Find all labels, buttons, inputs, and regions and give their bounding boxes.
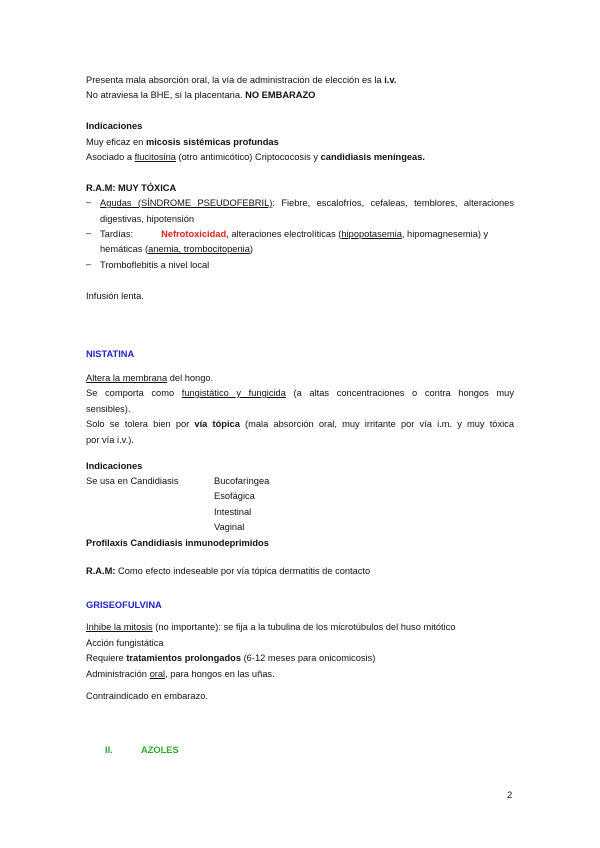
page-number: 2: [507, 790, 513, 801]
emphasis: micosis sistémicas profundas: [145, 137, 279, 147]
griseofulvina-title: GRISEOFULVINA: [86, 600, 162, 610]
nistatina-line-3: sensibles).: [86, 404, 131, 414]
indicaciones-line-2: [86, 151, 425, 163]
underlined-term: fungistático y fungicida: [181, 388, 286, 398]
text: (mala absorción oral, muy irritante por vía i.m. y muy tóxica: [239, 419, 514, 429]
nistatina-line-5: por vía i.v.).: [86, 435, 134, 445]
candidiasis-type: Vaginal: [214, 522, 245, 532]
ram-bullet-2-line-2: [100, 243, 253, 255]
text: Se comporta como: [86, 388, 182, 398]
emphasis: candidiasis meníngeas.: [320, 152, 425, 162]
profilaxis-line: Profilaxis Candidiasis inmunodeprimidos: [86, 538, 269, 548]
text: Como efecto indeseable por vía tópica dermatitis de contacto: [115, 566, 371, 576]
intro-line-2: [86, 89, 315, 101]
indicaciones-line-1: [86, 136, 279, 148]
ram-bullet-2-line-1: [100, 228, 488, 240]
text: hemáticas (: [100, 244, 149, 254]
underlined-term: hipopotasemia: [341, 229, 402, 239]
griseofulvina-line-4: [86, 668, 275, 680]
text: Solo se tolera bien por: [86, 419, 195, 429]
candidiasis-type: Intestinal: [214, 507, 252, 517]
bullet-dash: –: [86, 197, 92, 207]
griseofulvina-line-5: Contraindicado en embarazo.: [86, 691, 208, 701]
intro-line-1: [86, 74, 396, 86]
griseofulvina-line-2: Acción fungistática: [86, 638, 164, 648]
underlined-term: anemia, trombocitopenia: [148, 244, 250, 254]
text: alteraciones electrolíticas (: [228, 229, 342, 239]
candidiasis-label: Se usa en Candidiasis: [86, 476, 179, 486]
text: (no importante): se fija a la tubulina de los microtúbulos del huso mitótico: [152, 622, 456, 632]
azoles-numeral: II.: [105, 745, 113, 755]
underlined-term: oral: [149, 669, 166, 679]
intro-text: Presenta mala absorción oral, la vía de administración de elección es la: [86, 75, 385, 85]
griseofulvina-line-3: [86, 652, 375, 664]
bullet-dash: –: [86, 259, 92, 269]
nistatina-ram-line: [86, 565, 370, 577]
ram-bullet-1-line-2: digestivas, hipotensión: [100, 214, 195, 224]
text: Muy eficaz en: [86, 137, 146, 147]
text: (a altas concentraciones o contra hongos muy: [285, 388, 514, 398]
text: del hongo.: [167, 373, 214, 383]
nistatina-indicaciones-heading: Indicaciones: [86, 461, 143, 471]
underlined-term: Altera la membrana: [86, 373, 168, 383]
candidiasis-type: Esofágica: [214, 491, 255, 501]
text: Requiere: [86, 653, 127, 663]
text: , para hongos en las uñas.: [165, 669, 275, 679]
emphasis: vía tópica: [194, 419, 240, 429]
underlined-term: flucitosina: [134, 152, 176, 162]
label: Tardías:: [100, 229, 134, 239]
underlined-term: Inhibe la mitosis: [86, 622, 153, 632]
text: : Fiebre, escalofríos, cefaleas, temblores, alteraciones: [272, 198, 514, 208]
text: Asociado a: [86, 152, 135, 162]
ram-label: R.A.M:: [86, 566, 116, 576]
text: ): [249, 244, 253, 254]
ram-bullet-3: Tromboflebitis a nivel local: [100, 260, 210, 270]
text: (otro antimicótico) Criptococosis y: [175, 152, 321, 162]
ram-bullet-1-line-1: [100, 197, 514, 209]
nistatina-line-2: [86, 387, 514, 399]
nistatina-title: NISTATINA: [86, 349, 135, 359]
text: Administración: [86, 669, 150, 679]
nistatina-line-4: [86, 418, 514, 430]
text: (6-12 meses para onicomicosis): [241, 653, 376, 663]
griseofulvina-line-1: [86, 621, 456, 633]
text: , hipomagnesemia) y: [401, 229, 489, 239]
intro-text: No atraviesa la BHE, sí la placentaria.: [86, 90, 246, 100]
candidiasis-type: Bucofaríngea: [214, 476, 270, 486]
azoles-title: AZOLES: [141, 745, 179, 755]
no-embarazo-warning: NO EMBARAZO: [245, 90, 316, 100]
intro-route: i.v.: [384, 75, 397, 85]
underlined-term: Agudas (SÍNDROME PSEUDOFEBRIL): [100, 198, 273, 208]
infusion-note: Infusión lenta.: [86, 291, 144, 301]
nistatina-line-1: [86, 372, 213, 384]
indicaciones-heading: Indicaciones: [86, 121, 143, 131]
ram-heading: R.A.M: MUY TÓXICA: [86, 183, 177, 193]
emphasis: tratamientos prolongados: [126, 653, 241, 663]
nefrotoxicidad-alert: Nefrotoxicidad,: [161, 229, 229, 239]
bullet-dash: –: [86, 228, 92, 238]
